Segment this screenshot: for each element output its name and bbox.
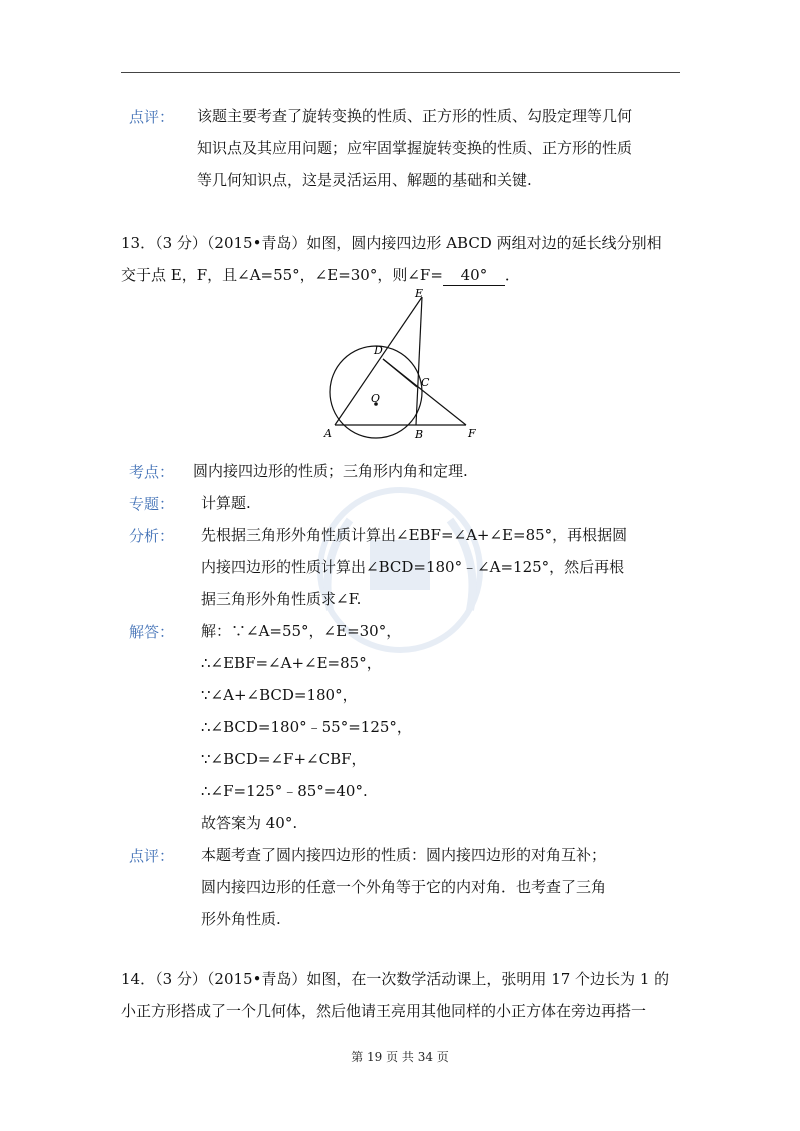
- q14-line-2: 小正方形搭成了一个几何体，然后他请王亮用其他同样的小正方体在旁边再搭一: [121, 1002, 647, 1020]
- jieda-line-6: ∴∠F=125°﹣85°=40°.: [201, 782, 368, 800]
- q13-line-2-suffix: ．: [504, 266, 520, 284]
- dianping-line-1: 本题考查了圆内接四边形的性质：圆内接四边形的对角互补；: [201, 846, 607, 864]
- label-F: F: [468, 427, 476, 440]
- q13-line-2-prefix: 交于点 E，F，且∠A=55°，∠E=30°，则∠F=: [121, 266, 443, 284]
- jieda-line-5: ∵∠BCD=∠F+∠CBF，: [201, 750, 367, 768]
- line-AE: [335, 297, 422, 425]
- prev-comment-line-1: 该题主要考查了旋转变换的性质、正方形的性质、勾股定理等几何: [197, 107, 633, 125]
- fenxi-line-2: 内接四边形的性质计算出∠BCD=180°﹣∠A=125°，然后再根: [201, 558, 625, 576]
- jieda-label: 解答：: [129, 623, 175, 641]
- label-E: E: [415, 287, 424, 300]
- prev-comment-line-2: 知识点及其应用问题；应牢固掌握旋转变换的性质、正方形的性质: [197, 139, 633, 157]
- label-D: D: [374, 344, 383, 357]
- prev-comment-line-3: 等几何知识点，这是灵活运用、解题的基础和关键.: [197, 171, 532, 189]
- prev-comment-label: 点评：: [129, 108, 175, 126]
- kaodian-label: 考点：: [129, 463, 175, 481]
- q13-answer: 40°: [443, 265, 505, 286]
- jieda-line-2: ∴∠EBF=∠A+∠E=85°，: [201, 654, 382, 672]
- jieda-line-4: ∴∠BCD=180°﹣55°=125°，: [201, 718, 412, 736]
- line-BE: [416, 297, 422, 425]
- jieda-line-1: 解：∵∠A=55°，∠E=30°，: [201, 622, 402, 640]
- label-C: C: [421, 376, 430, 389]
- geometry-diagram: [318, 287, 488, 445]
- q13-line-1: 13．（3 分）（2015•青岛）如图，圆内接四边形 ABCD 两组对边的延长线分别相: [121, 234, 662, 252]
- zhuanti-text: 计算题.: [201, 494, 251, 512]
- jieda-line-3: ∵∠A+∠BCD=180°，: [201, 686, 358, 704]
- q14-line-1: 14．（3 分）（2015•青岛）如图，在一次数学活动课上，张明用 17 个边长为 1 的: [121, 970, 670, 988]
- dianping-line-3: 形外角性质.: [201, 910, 281, 928]
- fenxi-label: 分析：: [129, 527, 175, 545]
- label-B: B: [415, 428, 424, 441]
- q13-line-2: [121, 265, 520, 286]
- fenxi-line-1: 先根据三角形外角性质计算出∠EBF=∠A+∠E=85°，再根据圆: [201, 526, 628, 544]
- page-footer: 第 19 页 共 34 页: [351, 1050, 449, 1064]
- kaodian-text: 圆内接四边形的性质；三角形内角和定理.: [193, 462, 468, 480]
- jieda-line-7: 故答案为 40°.: [201, 814, 298, 832]
- dianping-label: 点评：: [129, 847, 175, 865]
- top-rule: [121, 72, 680, 73]
- fenxi-line-3: 据三角形外角性质求∠F.: [201, 590, 362, 608]
- zhuanti-label: 专题：: [129, 495, 175, 513]
- dianping-line-2: 圆内接四边形的任意一个外角等于它的内对角．也考查了三角: [201, 878, 607, 896]
- label-O: O: [371, 392, 381, 405]
- label-A: A: [324, 427, 332, 440]
